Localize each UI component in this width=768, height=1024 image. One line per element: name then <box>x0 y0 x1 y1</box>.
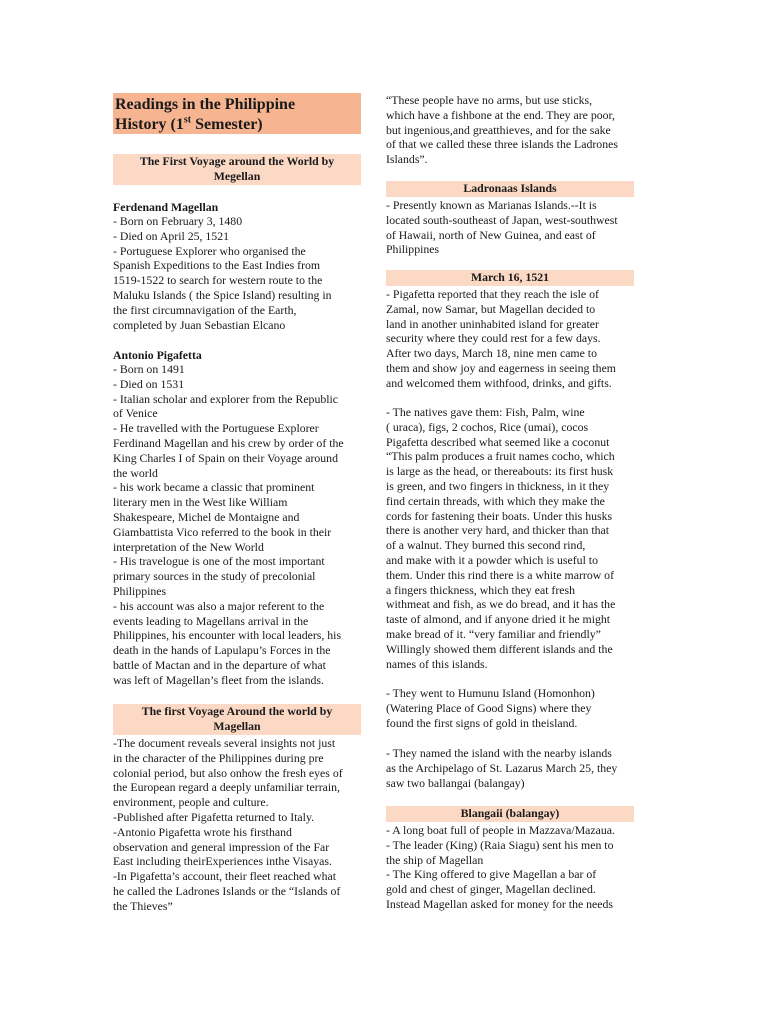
text-line: “These people have no arms, but use sticks, <box>386 93 593 107</box>
title-line-1: Readings in the Philippine <box>115 96 296 113</box>
text-line: a fingers thickness, which they eat fresh <box>386 582 576 597</box>
section-header-blangaii: Blangaii (balangay) <box>386 806 634 822</box>
text-line: - his work became a classic that prominent <box>113 480 315 495</box>
text-line: he called the Ladrones Islands or the “Islands of <box>113 884 341 898</box>
text-line: - Died on 1531 <box>113 376 185 391</box>
section-header-line: Megellan <box>213 169 261 183</box>
text-line: After two days, March 18, nine men came to <box>386 346 597 361</box>
text-line: cords for fastening their boats. Under this husks <box>386 508 613 523</box>
text-line: Islands”. <box>386 152 428 167</box>
text-line: - They went to Humunu Island (Homonhon) <box>386 686 595 700</box>
text-line: of Venice <box>113 406 158 421</box>
text-line: - Born on 1491 <box>113 362 185 376</box>
text-line: the European regard a deeply unfamiliar terrain, <box>113 780 340 795</box>
text-line: 1519-1522 to search for western route to the <box>113 273 323 288</box>
text-line: them. Under this rind there is a white marrow of <box>386 567 615 582</box>
text-line: the Thieves” <box>113 898 173 913</box>
text-line: - Pigafetta reported that they reach the isle of <box>386 287 599 301</box>
text-line: in the character of the Philippines during pre <box>113 750 324 765</box>
text-line: saw two ballangai (balangay) <box>386 775 525 790</box>
text-line: -Antonio Pigafetta wrote his firsthand <box>113 824 292 839</box>
title-line-2-end: Semester) <box>191 116 263 133</box>
text-line: - The natives gave them: Fish, Palm, wine <box>386 405 585 419</box>
text-line: is large as the head, or thereabouts: its first husk <box>386 464 614 479</box>
text-line: and welcomed them withfood, drinks, and gifts. <box>386 375 612 390</box>
text-line: - He travelled with the Portuguese Explorer <box>113 421 319 436</box>
text-line: observation and general impression of the Far <box>113 839 330 854</box>
text-line: as the Archipelago of St. Lazarus March 25, they <box>386 760 618 775</box>
magellan-heading: Ferdenand Magellan <box>113 200 219 214</box>
text-line: find certain threads, with which they make the <box>386 493 605 508</box>
text-line: Philippines <box>113 584 167 598</box>
text-line: - Presently known as Marianas Islands.--It is <box>386 198 597 212</box>
title-superscript: st <box>183 114 192 126</box>
text-line: Instead Magellan asked for money for the needs <box>386 897 614 911</box>
text-line: East including theirExperiences inthe Visayas. <box>113 854 332 869</box>
text-line: of a walnut. They burned this second rind, <box>386 538 586 553</box>
text-line: - his account was also a major referent to the <box>113 598 325 613</box>
text-line: environment, people and culture. <box>113 795 269 810</box>
text-line: - The leader (King) (Raia Siagu) sent his men to <box>386 837 614 852</box>
text-line: Shakespeare, Michel de Montaigne and <box>113 510 300 524</box>
text-line: Zamal, now Samar, but Magellan decided to <box>386 301 596 316</box>
text-line: ( uraca), figs, 2 cochos, Rice (umai), cocos <box>386 419 589 434</box>
text-line: battle of Mactan and in the departure of what <box>113 658 326 672</box>
title-line-2-start: History (1 <box>115 116 184 133</box>
text-line: was left of Magellan’s fleet from the islands. <box>113 672 324 687</box>
text-line: withmeat and fish, as we do bread, and it has the <box>386 597 616 612</box>
text-line: the ship of Magellan <box>386 852 484 867</box>
section-header-line: The first Voyage Around the world by <box>141 704 333 718</box>
text-line: found the first signs of gold in theisland. <box>386 715 578 730</box>
text-line: -In Pigafetta’s account, their fleet reached what <box>113 869 337 884</box>
text-line: literary men in the West like William <box>113 495 288 510</box>
pigafetta-heading: Antonio Pigafetta <box>113 348 202 362</box>
text-line: Giambattista Vico referred to the book in their <box>113 524 332 539</box>
text-line: completed by Juan Sebastian Elcano <box>113 317 286 332</box>
text-line: Spanish Expeditions to the East Indies from <box>113 258 321 273</box>
text-line: the first circumnavigation of the Earth, <box>113 302 297 317</box>
text-line: which have a fishbone at the end. They are poor, <box>386 107 615 122</box>
text-line: - Born on February 3, 1480 <box>113 214 243 228</box>
text-line: make bread of it. “very familiar and friendly” <box>386 627 601 641</box>
text-line: - The King offered to give Magellan a bar of <box>386 867 597 882</box>
section-header-line: The First Voyage around the World by <box>139 154 335 168</box>
text-line: colonial period, but also onhow the fresh eyes of <box>113 765 343 780</box>
text-line: of that we called these three islands the Ladrones <box>386 137 618 152</box>
text-line: them and show joy and eagerness in seeing them <box>386 361 616 375</box>
text-line: - They named the island with the nearby islands <box>386 746 612 760</box>
text-line: is green, and two fingers in thickness, in it they <box>386 479 610 493</box>
text-line: located south-southeast of Japan, west-southwest <box>386 212 618 227</box>
text-line: Ferdinand Magellan and his crew by order of the <box>113 436 344 450</box>
section-header-first-voyage-magellan <box>113 704 361 735</box>
section-header-line: Magellan <box>213 719 261 733</box>
title-line-2 <box>115 115 361 135</box>
text-line: King Charles I of Spain on their Voyage around <box>113 450 338 465</box>
section-header-march: March 16, 1521 <box>386 270 634 286</box>
text-line: Maluku Islands ( the Spice Island) resulting in <box>113 288 332 302</box>
text-line: but ingenious,and greatthieves, and for the sake <box>386 122 611 137</box>
text-line: land in another uninhabited island for greater <box>386 316 599 331</box>
text-line: -The document reveals several insights not just <box>113 736 336 750</box>
text-line: - Died on April 25, 1521 <box>113 228 229 243</box>
text-line: - A long boat full of people in Mazzava/Mazaua. <box>386 823 615 837</box>
text-line: Pigafetta described what seemed like a coconut <box>386 434 610 449</box>
text-line: (Watering Place of Good Signs) where they <box>386 700 592 715</box>
text-line: death in the hands of Lapulapu’s Forces in the <box>113 643 331 658</box>
text-line: there is another very hard, and thicker than that <box>386 523 610 538</box>
text-line: names of this islands. <box>386 656 488 671</box>
text-line: Philippines <box>386 242 440 257</box>
text-line: - Portuguese Explorer who organised the <box>113 243 306 258</box>
text-line: security where they could rest for a few days. <box>386 331 601 346</box>
text-line: “This palm produces a fruit names cocho, which <box>386 449 615 464</box>
text-line: interpretation of the New World <box>113 539 264 554</box>
text-line: - His travelogue is one of the most important <box>113 554 325 569</box>
text-line: - Italian scholar and explorer from the Republic <box>113 391 339 406</box>
text-line: -Published after Pigafetta returned to Italy. <box>113 810 315 824</box>
document-title-box <box>113 93 361 134</box>
text-line: of Hawaii, north of New Guinea, and east of <box>386 227 596 242</box>
section-header-first-voyage <box>113 154 361 185</box>
text-line: Willingly showed them different islands and the <box>386 641 613 656</box>
text-line: Philippines, his encounter with local leaders, his <box>113 628 342 643</box>
text-line: gold and chest of ginger, Magellan declined. <box>386 882 596 897</box>
text-line: taste of almond, and if anyone dried it he might <box>386 612 611 627</box>
text-line: events leading to Magellans arrival in the <box>113 613 309 628</box>
text-line: the world <box>113 465 158 480</box>
text-line: primary sources in the study of precolonial <box>113 569 316 584</box>
text-line: and make with it a powder which is useful to <box>386 553 598 567</box>
section-header-ladronaas: Ladronaas Islands <box>386 181 634 197</box>
